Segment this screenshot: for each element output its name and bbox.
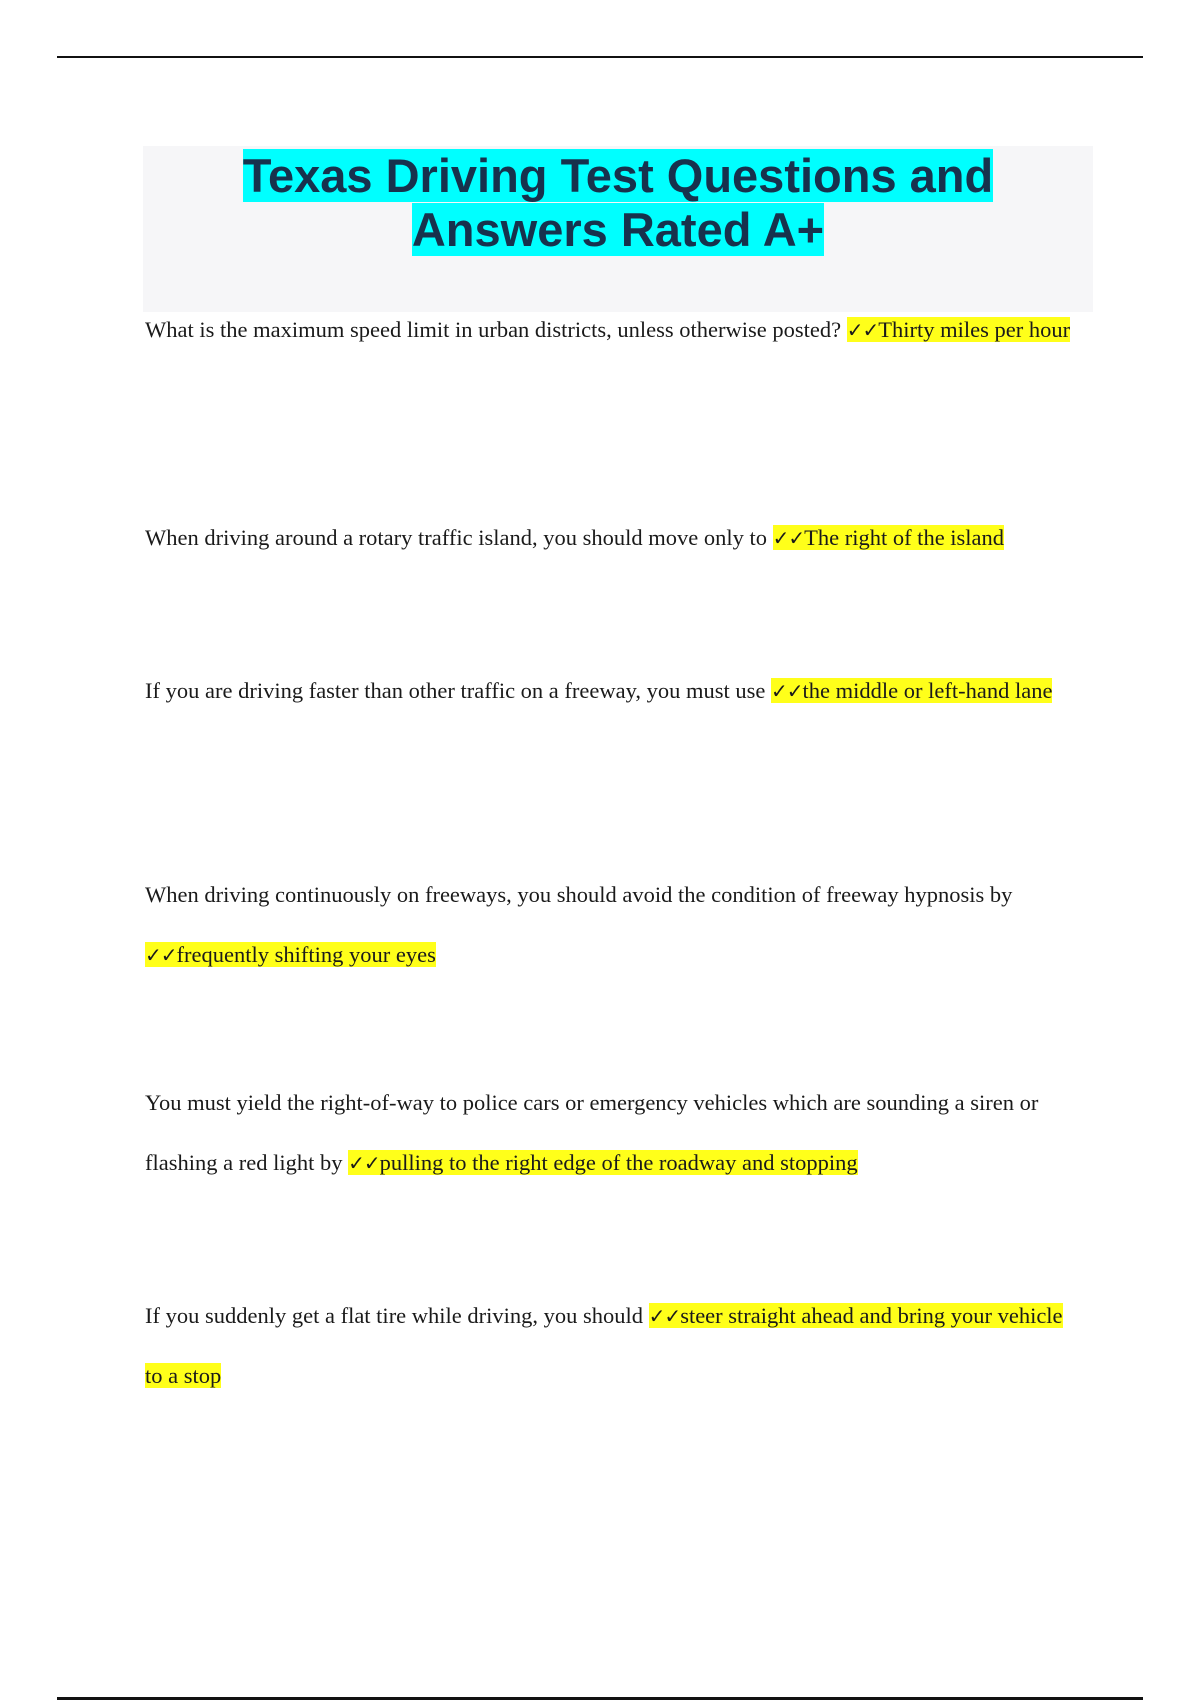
question-text: When driving continuously on freeways, you should avoid the condition of freeway hypnosis by	[145, 882, 1013, 907]
answer-text: the middle or left-hand lane	[802, 678, 1053, 703]
title-banner	[143, 146, 1093, 312]
qa-item	[145, 1286, 1085, 1406]
qa-item	[145, 300, 1085, 360]
answer-text: The right of the island	[804, 525, 1005, 550]
question-text: If you suddenly get a flat tire while driving, you should	[145, 1303, 644, 1328]
answer-highlight	[348, 1150, 858, 1175]
check-mark-icon: ✓✓	[145, 943, 177, 967]
document-title: Texas Driving Test Questions and Answers Rated A+	[242, 149, 994, 256]
qa-item	[145, 508, 1085, 568]
check-mark-icon: ✓✓	[772, 526, 805, 550]
question-text: When driving around a rotary traffic island, you should move only to	[145, 525, 767, 550]
answer-text: frequently shifting your eyes	[176, 942, 436, 967]
question-text: If you are driving faster than other traffic on a freeway, you must use	[145, 678, 766, 703]
check-mark-icon: ✓✓	[348, 1151, 380, 1175]
answer-highlight	[847, 317, 1070, 342]
answer-highlight	[773, 525, 1004, 550]
qa-item	[145, 865, 1085, 985]
header-rule	[57, 56, 1143, 58]
check-mark-icon: ✓✓	[846, 318, 879, 342]
question-text: You must yield the right-of-way to police cars or emergency vehicles which are sounding a siren or flashing a red light by	[145, 1090, 1039, 1175]
answer-text: pulling to the right edge of the roadway and stopping	[379, 1150, 858, 1175]
answer-highlight	[145, 942, 436, 967]
check-mark-icon: ✓✓	[771, 679, 803, 703]
qa-item	[145, 1073, 1085, 1193]
question-text: What is the maximum speed limit in urban districts, unless otherwise posted?	[145, 317, 842, 342]
answer-highlight	[771, 678, 1052, 703]
qa-item	[145, 661, 1085, 721]
answer-text: steer straight ahead and bring your vehicle to a stop	[145, 1303, 1063, 1388]
check-mark-icon: ✓✓	[648, 1304, 681, 1328]
answer-text: Thirty miles per hour	[878, 317, 1071, 342]
